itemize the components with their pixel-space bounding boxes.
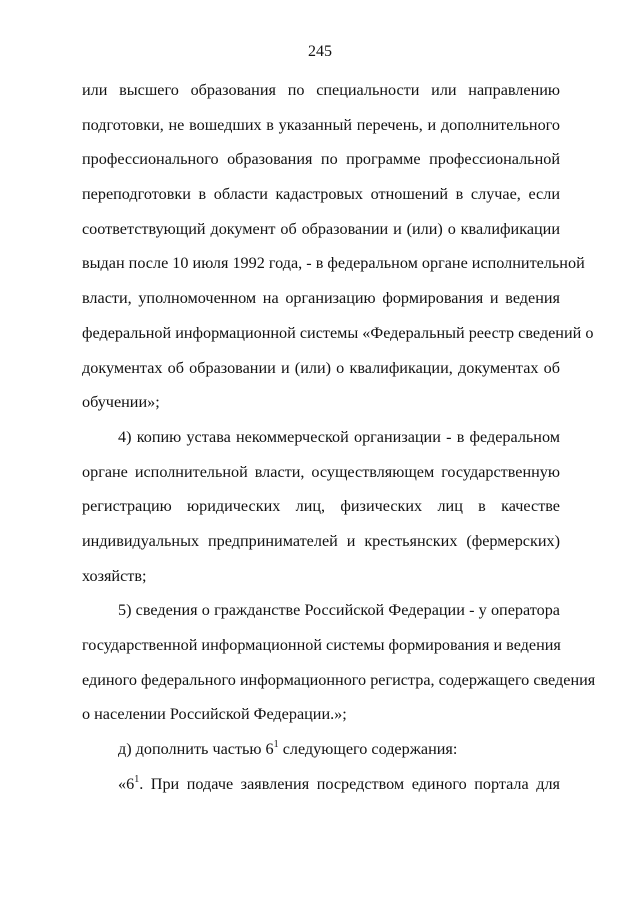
superscript: 1 bbox=[273, 739, 279, 751]
text-line: власти, уполномоченном на организацию формирования и ведения bbox=[82, 289, 560, 308]
text-line: выдан после 10 июля 1992 года, - в федеральном органе исполнительной bbox=[82, 254, 585, 273]
text-line: государственной информационной системы формирования и ведения bbox=[82, 636, 561, 654]
paragraph-start-item-5: 5) сведения о гражданстве Российской Федерации - у оператора bbox=[118, 601, 560, 620]
item-d-text: д) дополнить частью 6 bbox=[118, 740, 274, 759]
document-body bbox=[82, 73, 596, 801]
text-line: органе исполнительной власти, осуществляющем государственную bbox=[82, 462, 560, 481]
text-line: профессионального образования по программе профессиональной bbox=[82, 150, 560, 169]
text-line: хозяйств; bbox=[82, 566, 147, 585]
quote-text-end: . При подаче заявления посредством единого портала для bbox=[139, 774, 560, 793]
text-line: документах об образовании и (или) о квалификации, документах об bbox=[82, 358, 560, 377]
text-line: обучении»; bbox=[82, 393, 160, 412]
paragraph-quote-start bbox=[82, 767, 560, 802]
item-d-text-end: следующего содержания: bbox=[278, 740, 458, 759]
text-line: единого федерального информационного регистра, содержащего сведения bbox=[82, 670, 596, 689]
text-line: или высшего образования по специальности или направлению bbox=[82, 81, 560, 99]
text-line: федеральной информационной системы «Федеральный реестр сведений о bbox=[82, 323, 594, 342]
page-number: 245 bbox=[308, 43, 332, 60]
paragraph-start-item-4: 4) копию устава некоммерческой организации - в федеральном bbox=[118, 427, 560, 446]
superscript: 1 bbox=[134, 773, 140, 785]
paragraph-item-d bbox=[82, 732, 560, 767]
text-line: индивидуальных предпринимателей и крестьянских (фермерских) bbox=[82, 531, 560, 550]
text-line: о населении Российской Федерации.»; bbox=[82, 705, 347, 724]
text-line: соответствующий документ об образовании и (или) о квалификации bbox=[82, 219, 560, 238]
text-line: переподготовки в области кадастровых отношений в случае, если bbox=[82, 185, 560, 204]
text-line: регистрацию юридических лиц, физических лиц в качестве bbox=[82, 497, 560, 516]
text-line: подготовки, не вошедших в указанный перечень, и дополнительного bbox=[82, 115, 560, 134]
quote-text: «6 bbox=[118, 774, 135, 793]
